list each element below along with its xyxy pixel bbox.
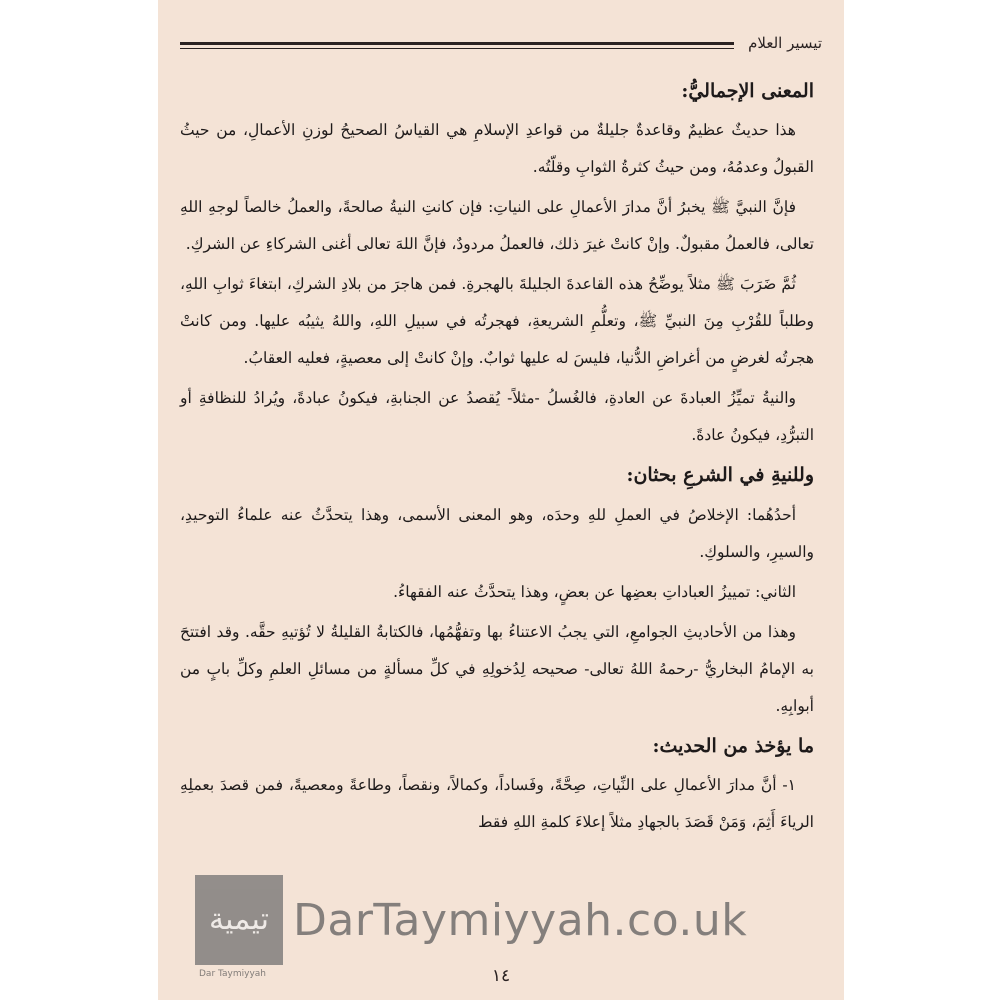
header-title: تيسير العلام: [748, 34, 822, 52]
paragraph: ١- أنَّ مدارَ الأعمالِ على النِّياتِ، صِحَّةً، وفَساداً، وكمالاً، ونقصاً، وطاعةً ومعصيةً، فمن قصدَ بعملِهِ الرياءَ أَثِمَ، وَمَنْ قَصَدَ بالجهادِ مثلاً إعلاءَ كلمةِ اللهِ فقط: [180, 776, 814, 832]
section-heading-intention: وللنيةِ في الشرعِ بحثان:: [626, 464, 814, 487]
section-heading-meaning: المعنى الإجماليُّ:: [681, 80, 814, 102]
paragraph: فإنَّ النبيَّ ﷺ يخبرُ أنَّ مدارَ الأعمالِ على النياتِ: فإن كانتِ النيةُ صالحةً، والعملُ خالصاً لوجهِ اللهِ تعالى، فالعملُ مقبولٌ. وإنْ كانتْ غيرَ ذلك، فالعملُ مردودٌ، فإنَّ اللهَ تعالى أغنى الشركاءِ عن الشركِ.: [180, 198, 814, 254]
book-page: [158, 0, 844, 1000]
section-heading-lessons: ما يؤخذ من الحديث:: [652, 734, 814, 757]
logo-calligraphy: تيمية: [209, 902, 269, 937]
logo-caption: Dar Taymiyyah: [199, 969, 266, 979]
paragraph: ثُمَّ ضَرَبَ ﷺ مثلاً يوضِّحُ هذه القاعدةَ الجليلةَ بالهجرةِ. فمن هاجرَ من بلادِ الشركِ، ابتغاءَ ثوابِ اللهِ، وطلباً للقُرْبِ مِنَ النبيِّ ﷺ، وتعلُّمِ الشريعةِ، فهجرتُه في سبيلِ اللهِ، واللهُ يثيبُه عليها. ومن كانتْ هجرتُه لغرضٍ من أغراضِ الدُّنيا، فليسَ له عليها ثوابٌ. وإنْ كانتْ إلى معصيةٍ، فعليه العقابُ.: [180, 275, 814, 368]
paragraph: الثاني: تمييزُ العباداتِ بعضِها عن بعضٍ، وهذا يتحدَّثُ عنه الفقهاءُ.: [393, 582, 796, 601]
paragraph: هذا حديثٌ عظيمٌ وقاعدةٌ جليلةٌ من قواعدِ الإسلامِ هي القياسُ الصحيحُ لوزنِ الأعمالِ، من حيثُ القبولُ وعدمُهُ، ومن حيثُ كثرةُ الثوابِ وقلّتُه.: [180, 121, 814, 177]
watermark-text: DarTaymiyyah.co.uk: [293, 894, 748, 946]
paragraph: وهذا من الأحاديثِ الجوامعِ، التي يجبُ الاعتناءُ بها وتفهُّمُها، فالكتابةُ القليلةُ لا تُؤتيهِ حقَّه. وقد افتتحَ به الإمامُ البخاريُّ -رحمهُ اللهُ تعالى- صحيحه لِدُخولِهِ في كلِّ مسألةٍ من مسائلِ العلمِ وكلِّ بابٍ من أبوابِهِ.: [180, 622, 814, 715]
page-number: ١٤: [491, 966, 511, 986]
paragraph: والنيةُ تميِّزُ العبادةَ عن العادةِ، فالغُسلُ -مثلاً- يُقصدُ عن الجنابةِ، فيكونُ عبادةً، ويُرادُ للنظافةِ أو التبرُّدِ، فيكونُ عادةً.: [180, 389, 814, 445]
header-rule-thin: [180, 48, 734, 49]
running-header: [180, 30, 822, 58]
page-body: [180, 70, 814, 940]
paragraph: أحدُهُما: الإخلاصُ في العملِ للهِ وحدَه، وهو المعنى الأسمى، وهذا يتحدَّثُ عنه علماءُ التوحيدِ، والسيرِ، والسلوكِ.: [180, 505, 814, 561]
header-rule: [180, 42, 734, 45]
